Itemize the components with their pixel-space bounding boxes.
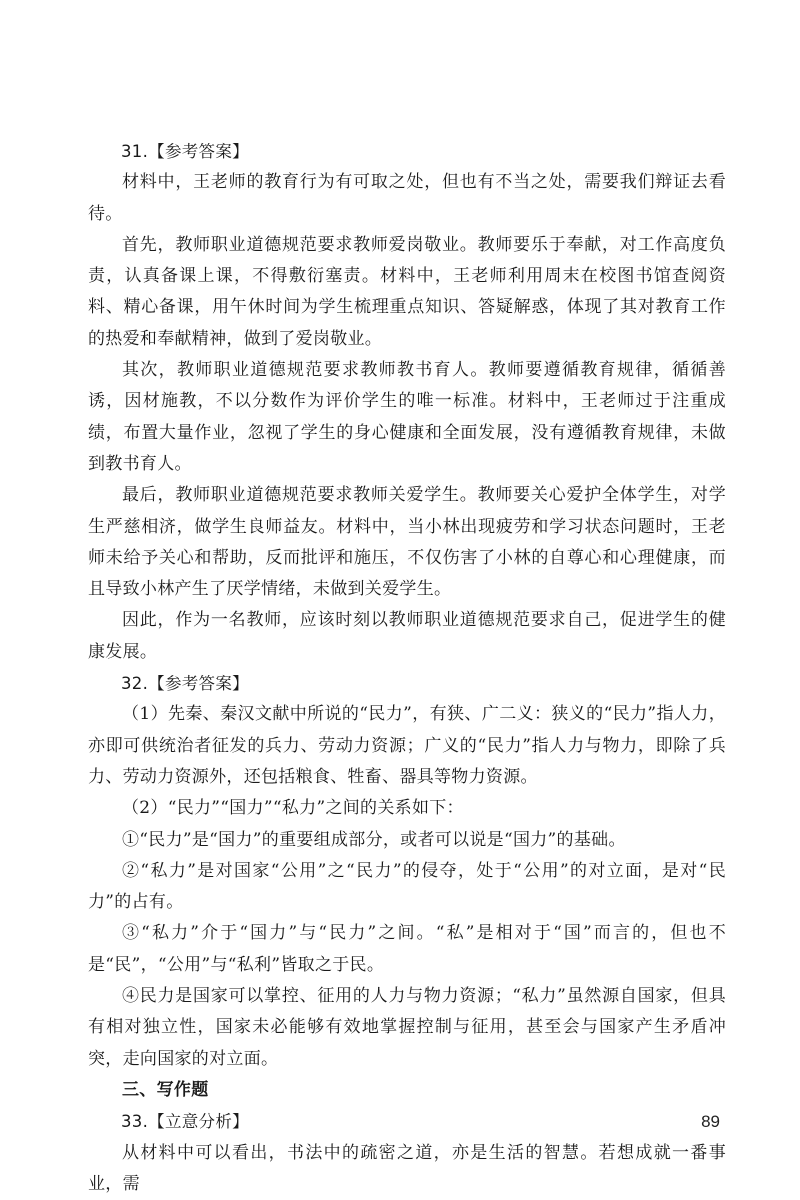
q32-paragraph-4: ②“私力”是对国家“公用”之“民力”的侵夺，处于“公用”的对立面，是对“民力”的占有。 xyxy=(88,856,726,919)
q32-paragraph-6: ④民力是国家可以掌控、征用的人力与物力资源；“私力”虽然源自国家，但具有相对独立性，国家未必能够有效地掌握控制与征用，甚至会与国家产生矛盾冲突，走向国家的对立面。 xyxy=(88,981,726,1075)
answer-content xyxy=(88,136,726,1200)
q33-heading: 33.【立意分析】 xyxy=(88,1106,726,1137)
q31-heading: 31.【参考答案】 xyxy=(88,136,726,167)
section-title-writing: 三、写作题 xyxy=(88,1075,726,1106)
q32-paragraph-2: （2）“民力”“国力”“私力”之间的关系如下： xyxy=(88,793,726,824)
q33-paragraph-1: 从材料中可以看出，书法中的疏密之道，亦是生活的智慧。若想成就一番事业，需 xyxy=(88,1138,726,1200)
q32-heading: 32.【参考答案】 xyxy=(88,668,726,699)
q31-paragraph-1: 材料中，王老师的教育行为有可取之处，但也有不当之处，需要我们辩证去看待。 xyxy=(88,167,726,230)
q32-paragraph-5: ③“私力”介于“国力”与“民力”之间。“私”是相对于“国”而言的，但也不是“民”，“公用”与“私利”皆取之于民。 xyxy=(88,918,726,981)
q31-paragraph-4: 最后，教师职业道德规范要求教师关爱学生。教师要关心爱护全体学生，对学生严慈相济，做学生良师益友。材料中，当小林出现疲劳和学习状态问题时，王老师未给予关心和帮助，反而批评和施压，不仅伤害了小林的自尊心和心理健康，而且导致小林产生了厌学情绪，未做到关爱学生。 xyxy=(88,480,726,605)
q31-paragraph-2: 首先，教师职业道德规范要求教师爱岗敬业。教师要乐于奉献，对工作高度负责，认真备课上课，不得敷衍塞责。材料中，王老师利用周末在校图书馆查阅资料、精心备课，用午休时间为学生梳理重点知识、答疑解惑，体现了其对教育工作的热爱和奉献精神，做到了爱岗敬业。 xyxy=(88,230,726,355)
q31-paragraph-5: 因此，作为一名教师，应该时刻以教师职业道德规范要求自己，促进学生的健康发展。 xyxy=(88,605,726,668)
q31-paragraph-3: 其次，教师职业道德规范要求教师教书育人。教师要遵循教育规律，循循善诱，因材施教，不以分数作为评价学生的唯一标准。材料中，王老师过于注重成绩，布置大量作业，忽视了学生的身心健康和全面发展，没有遵循教育规律，未做到教书育人。 xyxy=(88,355,726,480)
q32-paragraph-1: （1）先秦、秦汉文献中所说的“民力”，有狭、广二义：狭义的“民力”指人力，亦即可供统治者征发的兵力、劳动力资源；广义的“民力”指人力与物力，即除了兵力、劳动力资源外，还包括粮食、牲畜、器具等物力资源。 xyxy=(88,699,726,793)
q32-paragraph-3: ①“民力”是“国力”的重要组成部分，或者可以说是“国力”的基础。 xyxy=(88,825,726,856)
page-number: 89 xyxy=(690,1112,720,1132)
